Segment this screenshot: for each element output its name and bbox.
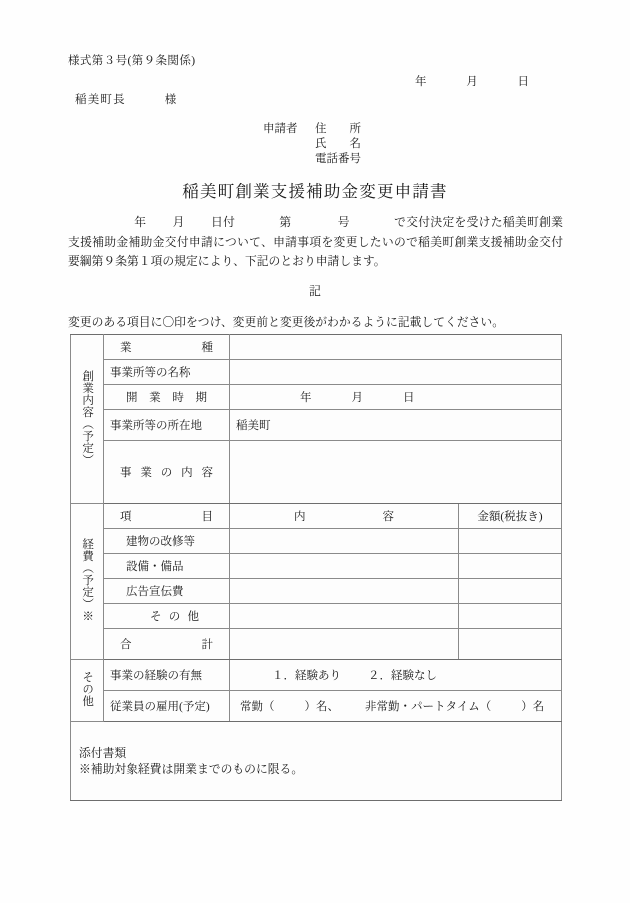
applicant-phone-row bbox=[263, 152, 361, 167]
parttime-unit: ）名 bbox=[521, 701, 545, 713]
applicant-phone-label: 電話番号 bbox=[315, 153, 361, 165]
row-content-other-expense[interactable] bbox=[230, 604, 459, 629]
row-label-experience: 事業の経験の有無 bbox=[104, 660, 230, 691]
table-row bbox=[71, 629, 562, 660]
table-row bbox=[71, 660, 562, 691]
para-line1-tail: で交付決定を受けた稲美町創業支 bbox=[68, 215, 563, 249]
para-line3: 付要綱第９条第１項の規定により、下記のとおり申請します。 bbox=[68, 234, 563, 268]
date-year-label: 年 bbox=[415, 76, 427, 88]
ki-mark: 記 bbox=[308, 284, 321, 298]
para-month-label: 月 bbox=[172, 215, 185, 229]
row-value-open-date[interactable] bbox=[230, 385, 562, 410]
row-label-office-location: 事業所等の所在地 bbox=[104, 410, 230, 441]
row-value-business-content[interactable] bbox=[230, 441, 562, 504]
row-label-business-content: 事業の内容 bbox=[104, 441, 230, 504]
section1-vertical-label: 創業内容（予定） bbox=[71, 335, 104, 504]
row-amount-total[interactable] bbox=[459, 629, 562, 660]
footer-line-2: ※補助対象経費は開業までのものに限る。 bbox=[79, 762, 304, 776]
row-content-renovation[interactable] bbox=[230, 529, 459, 554]
para-year-label: 年 bbox=[134, 215, 147, 229]
row-value-office-name[interactable] bbox=[230, 360, 562, 385]
row-amount-equipment[interactable] bbox=[459, 554, 562, 579]
table-row bbox=[71, 410, 562, 441]
experience-option-no[interactable]: ２．経験なし bbox=[368, 670, 437, 682]
date-month-label: 月 bbox=[466, 76, 478, 88]
open-date-month: 月 bbox=[351, 392, 363, 404]
addressee-name: 稲美町長 bbox=[75, 94, 126, 106]
open-date-year: 年 bbox=[300, 392, 312, 404]
row-amount-advertising[interactable] bbox=[459, 579, 562, 604]
instruction-text: 変更のある項目に〇印をつけ、変更前と変更後がわかるように記載してください。 bbox=[68, 315, 505, 329]
application-table bbox=[70, 334, 562, 801]
row-label-equipment: 設備・備品 bbox=[104, 554, 230, 579]
body-paragraph bbox=[68, 213, 563, 272]
para-line2: 援補助金補助金交付申請について、申請事項を変更したいので稲美町創業支援補助金交 bbox=[80, 234, 552, 249]
table-row bbox=[71, 441, 562, 504]
col-header-content: 内容 bbox=[230, 504, 459, 529]
row-value-gyoushu[interactable] bbox=[230, 335, 562, 360]
table-row bbox=[71, 554, 562, 579]
applicant-block bbox=[263, 122, 361, 167]
row-value-office-location[interactable]: 稲美町 bbox=[230, 410, 562, 441]
applicant-label: 申請者 bbox=[263, 123, 298, 135]
row-label-advertising: 広告宣伝費 bbox=[104, 579, 230, 604]
row-label-renovation: 建物の改修等 bbox=[104, 529, 230, 554]
applicant-address-row bbox=[263, 122, 361, 137]
section3-vertical-label: その他 bbox=[71, 660, 104, 722]
applicant-address-label: 住 所 bbox=[315, 123, 361, 135]
para-number-suffix: 号 bbox=[337, 215, 350, 229]
row-label-gyoushu: 業種 bbox=[104, 335, 230, 360]
table-row bbox=[71, 722, 562, 801]
date-line bbox=[415, 73, 529, 89]
parttime-label: 非常勤・パートタイム（ bbox=[365, 701, 492, 713]
fulltime-unit: ）名、 bbox=[304, 701, 339, 713]
table-row bbox=[71, 529, 562, 554]
addressee bbox=[75, 91, 176, 107]
section2-vertical-label: 経費（予定）※ bbox=[71, 504, 104, 660]
row-content-total[interactable] bbox=[230, 629, 459, 660]
applicant-name-label: 氏 名 bbox=[315, 138, 361, 150]
col-header-amount: 金額(税抜き) bbox=[459, 504, 562, 529]
row-amount-renovation[interactable] bbox=[459, 529, 562, 554]
table-row bbox=[71, 335, 562, 360]
row-value-employment[interactable] bbox=[230, 691, 562, 722]
date-day-label: 日 bbox=[517, 76, 529, 88]
row-label-employment: 従業員の雇用(予定) bbox=[104, 691, 230, 722]
row-label-open-date: 開業時期 bbox=[104, 385, 230, 410]
applicant-name-row bbox=[263, 137, 361, 152]
form-number: 様式第３号(第９条関係) bbox=[68, 55, 196, 67]
experience-option-yes[interactable]: １．経験あり bbox=[272, 670, 341, 682]
page-title: 稲美町創業支援補助金変更申請書 bbox=[182, 182, 448, 201]
table-row bbox=[71, 360, 562, 385]
table-row bbox=[71, 385, 562, 410]
row-label-total: 合計 bbox=[104, 629, 230, 660]
row-amount-other-expense[interactable] bbox=[459, 604, 562, 629]
addressee-honorific: 様 bbox=[164, 94, 177, 106]
table-row bbox=[71, 579, 562, 604]
row-content-equipment[interactable] bbox=[230, 554, 459, 579]
row-label-other-expense: その他 bbox=[104, 604, 230, 629]
table-row bbox=[71, 504, 562, 529]
row-content-advertising[interactable] bbox=[230, 579, 459, 604]
footer-line-1: 添付書類 bbox=[79, 746, 127, 760]
para-day-label: 日付 bbox=[210, 215, 236, 229]
table-row bbox=[71, 604, 562, 629]
col-header-item: 項目 bbox=[104, 504, 230, 529]
table-row bbox=[71, 691, 562, 722]
para-number-prefix: 第 bbox=[279, 215, 292, 229]
fulltime-label: 常勤（ bbox=[240, 701, 275, 713]
footer-note bbox=[71, 722, 562, 801]
row-value-experience[interactable] bbox=[230, 660, 562, 691]
open-date-day: 日 bbox=[403, 392, 415, 404]
row-label-office-name: 事業所等の名称 bbox=[104, 360, 230, 385]
